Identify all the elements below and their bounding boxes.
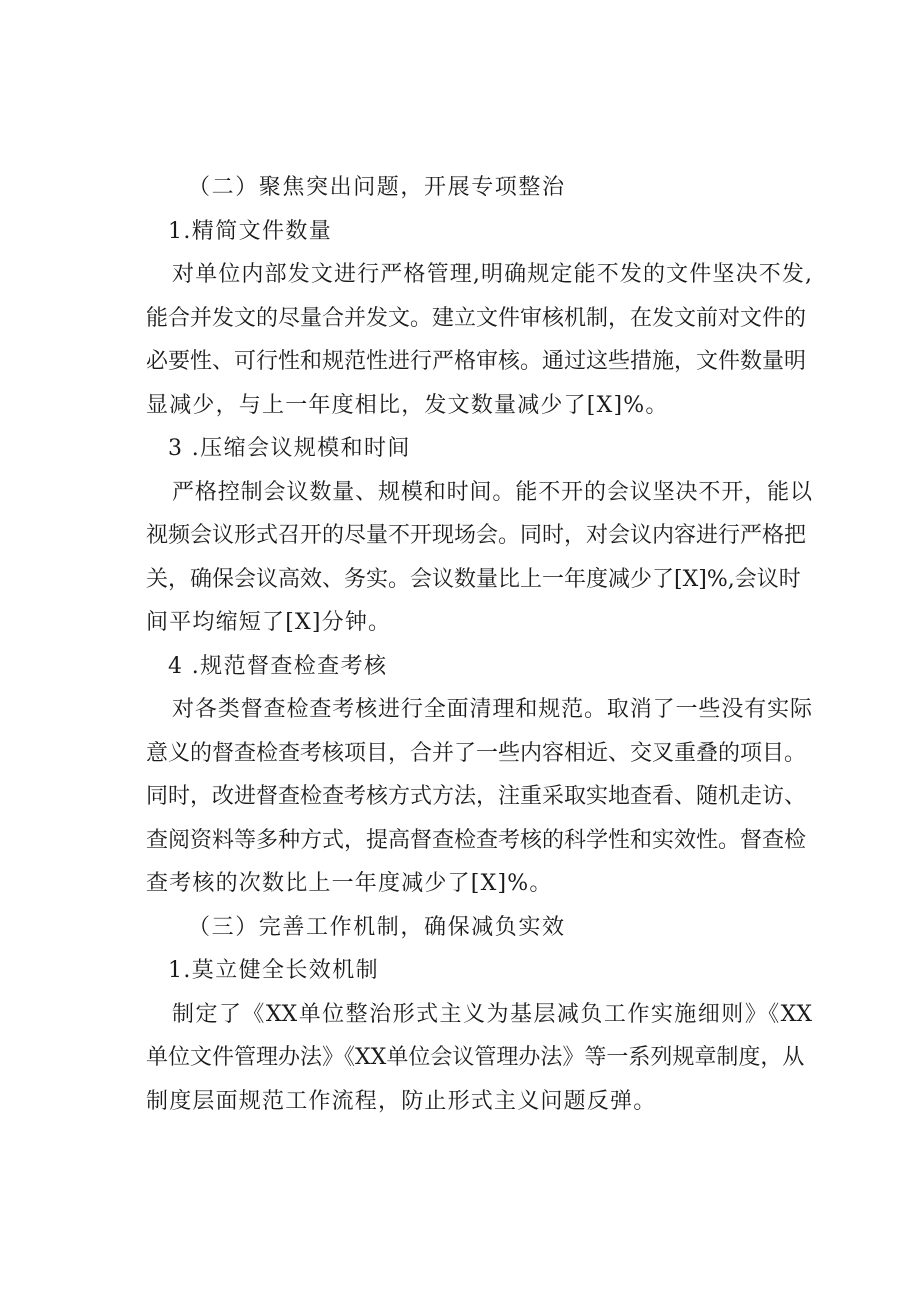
paragraph-line: 间平均缩短了[X]分钟。 [146,610,392,635]
section-heading-2: （二）聚焦突出问题，开展专项整治 [188,175,566,200]
paragraph-line: 必要性、可行性和规范性进行严格审核。通过这些措施，文件数量明 [146,349,807,374]
document-body [146,166,812,1123]
paragraph-line: 显减少，与上一年度相比，发文数量减少了[X]%。 [146,392,669,418]
paragraph-line: 制定了《XX单位整治形式主义为基层减负工作实施细则》《XX [172,1001,812,1027]
paragraph-long-term-mechanism [146,993,812,1124]
paragraph-line: 对各类督查检查考核进行全面清理和规范。取消了一些没有实际 [172,697,812,722]
subsection-heading-1b: 1.莫立健全长效机制 [168,958,379,983]
paragraph-meeting-reduction [146,471,812,645]
paragraph-line: 意义的督查检查考核项目，合并了一些内容相近、交叉重叠的项目。 [146,740,807,766]
paragraph-line: 同时，改进督查检查考核方式方法，注重采取实地查看、随机走访、 [146,784,807,809]
subsection-heading-4: 4 .规范督查检查考核 [168,653,388,679]
paragraph-line: 能合并发文的尽量合并发文。建立文件审核机制，在发文前对文件的 [146,305,807,331]
paragraph-inspection-reduction [146,688,812,906]
paragraph-line: 关，确保会议高效、务实。会议数量比上一年度减少了[X]%,会议时 [146,566,801,592]
paragraph-line: 对单位内部发文进行严格管理,明确规定能不发的文件坚决不发, [172,262,812,287]
paragraph-line: 视频会议形式召开的尽量不开现场会。同时，对会议内容进行严格把 [146,523,807,548]
paragraph-file-reduction [146,253,812,427]
paragraph-line: 严格控制会议数量、规模和时间。能不开的会议坚决不开，能以 [172,479,812,505]
paragraph-line: 查考核的次数比上一年度减少了[X]%。 [146,871,553,896]
subsection-heading-1: 1.精简文件数量 [168,218,333,244]
paragraph-line: 单位文件管理办法》《XX单位会议管理办法》等一系列规章制度，从 [146,1045,805,1070]
subsection-heading-3: 3 .压缩会议规模和时间 [168,436,411,461]
paragraph-line: 制度层面规范工作流程，防止形式主义问题反弹。 [146,1088,657,1114]
section-heading-3: （三）完善工作机制，确保减负实效 [188,914,566,940]
paragraph-line: 查阅资料等多种方式，提高督查检查考核的科学性和实效性。督查检 [146,827,807,853]
